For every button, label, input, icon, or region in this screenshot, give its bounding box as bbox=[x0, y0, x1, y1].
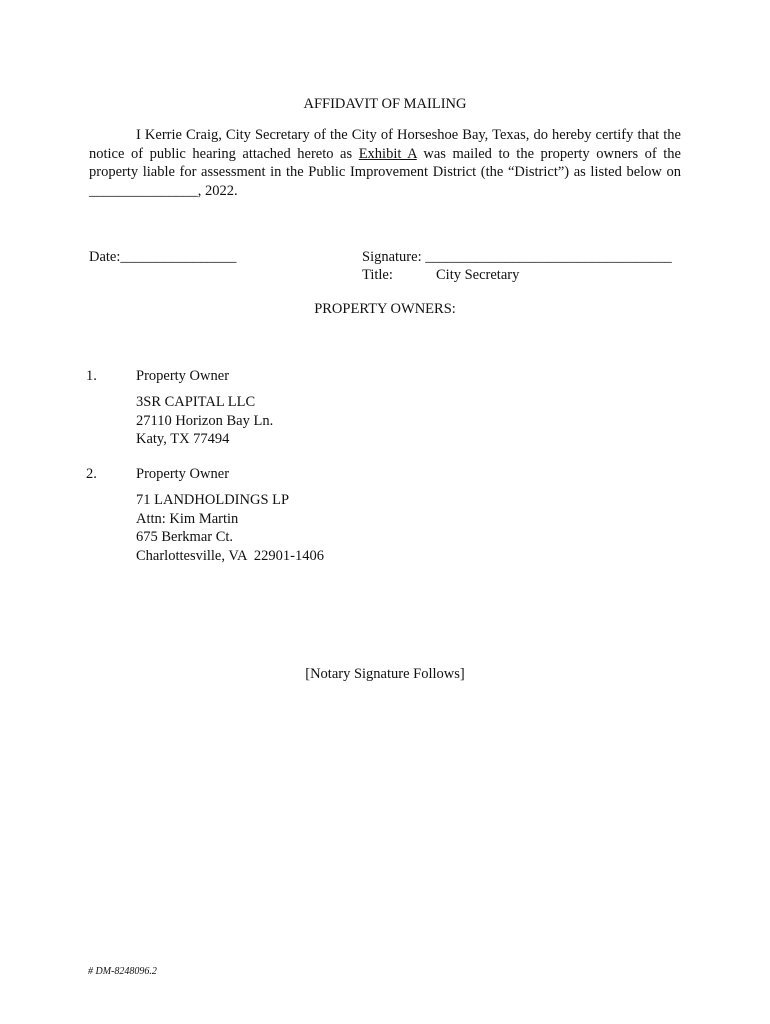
certification-paragraph bbox=[89, 126, 681, 200]
owner-1-number: 1. bbox=[86, 368, 97, 384]
owner-2-address-line: 71 LANDHOLDINGS LP bbox=[136, 492, 290, 508]
owner-2-address-line: Charlottesville, VA 22901-1406 bbox=[136, 547, 324, 564]
title-row bbox=[362, 266, 520, 285]
paragraph-text-part2: was mailed to the property owners of the property liable for assessment in the Public Improvement District (the “District”) as listed below on _______________, 2022. bbox=[89, 145, 681, 199]
signature-line: Signature: __________________________________ bbox=[362, 249, 672, 265]
owner-1-address-line: 3SR CAPITAL LLC bbox=[136, 394, 256, 410]
notary-signature-note: [Notary Signature Follows] bbox=[305, 666, 465, 682]
owner-2-address bbox=[136, 491, 324, 565]
document-title: AFFIDAVIT OF MAILING bbox=[303, 96, 467, 112]
owner-1-address-line: Katy, TX 77494 bbox=[136, 431, 230, 447]
title-value: City Secretary bbox=[436, 267, 520, 283]
document-id-footer: # DM-8248096.2 bbox=[88, 966, 157, 977]
owner-2-address-line: 675 Berkmar Ct. bbox=[136, 529, 234, 545]
owner-1-label: Property Owner bbox=[136, 368, 230, 384]
owner-1-address bbox=[136, 393, 273, 449]
property-owners-heading: PROPERTY OWNERS: bbox=[314, 301, 456, 317]
date-line: Date:________________ bbox=[89, 249, 237, 265]
owner-2-label: Property Owner bbox=[136, 466, 230, 482]
owner-2-number: 2. bbox=[86, 466, 97, 482]
owner-2-address-line: Attn: Kim Martin bbox=[136, 510, 239, 527]
title-label: Title: bbox=[362, 267, 393, 283]
paragraph-text-part1: I Kerrie Craig, City Secretary of the City of Horseshoe Bay, Texas, do hereby certify that the notice of public hearing attached hereto as bbox=[89, 127, 681, 162]
exhibit-a-reference: Exhibit A bbox=[358, 145, 417, 162]
owner-1-address-line: 27110 Horizon Bay Ln. bbox=[136, 412, 274, 429]
